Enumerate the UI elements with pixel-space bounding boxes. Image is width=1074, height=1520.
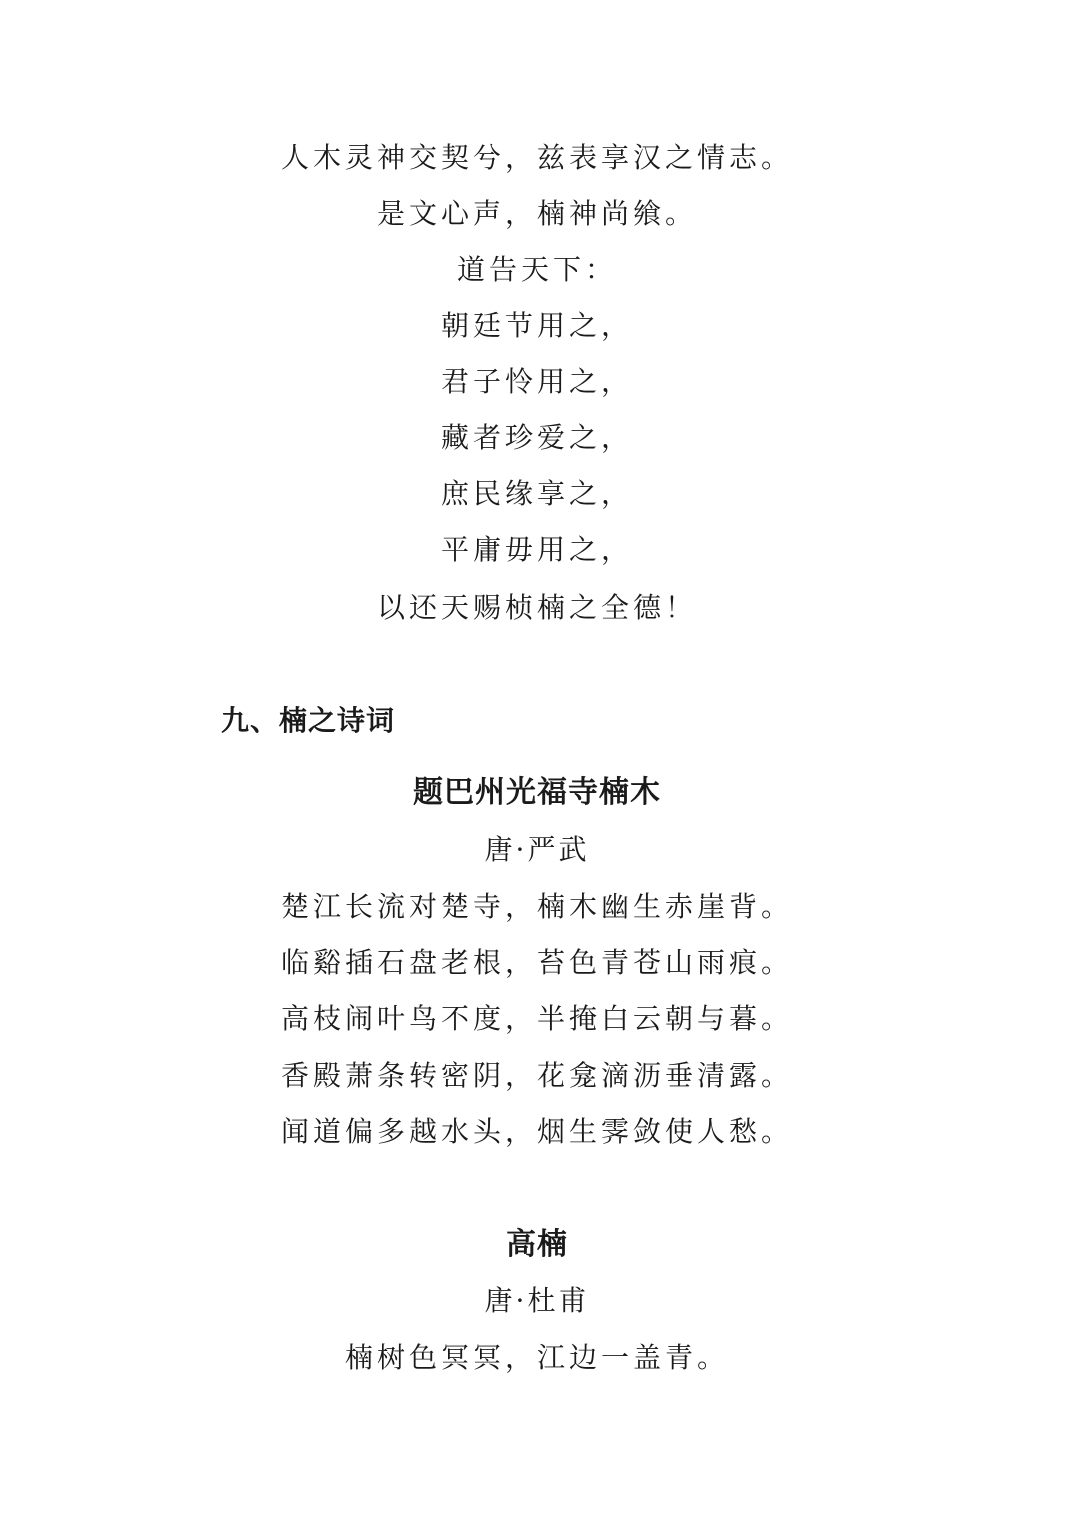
poem-line: 闻道偏多越水头，烟生霁敛使人愁。 bbox=[280, 1115, 793, 1148]
poem-line: 楠树色冥冥，江边一盖青。 bbox=[344, 1341, 729, 1374]
intro-line: 人木灵神交契兮，兹表享汉之情志。 bbox=[280, 141, 793, 174]
intro-line: 君子怜用之， bbox=[440, 365, 633, 398]
poem-author: 唐·严武 bbox=[484, 833, 590, 866]
intro-line: 朝廷节用之， bbox=[440, 309, 633, 342]
poem-author: 唐·杜甫 bbox=[484, 1284, 590, 1317]
intro-line: 藏者珍爱之， bbox=[440, 421, 633, 454]
intro-line: 道告天下： bbox=[456, 253, 617, 286]
poem-line: 楚江长流对楚寺，楠木幽生赤崖背。 bbox=[280, 890, 793, 923]
poem-line: 香殿萧条转密阴，花龛滴沥垂清露。 bbox=[280, 1059, 793, 1092]
poem-line: 高枝闹叶鸟不度，半掩白云朝与暮。 bbox=[280, 1002, 793, 1035]
intro-line: 平庸毋用之， bbox=[440, 533, 633, 566]
intro-line: 是文心声，楠神尚飨。 bbox=[376, 197, 697, 230]
intro-line: 庶民缘享之， bbox=[440, 477, 633, 510]
poem-title: 高楠 bbox=[506, 1227, 568, 1262]
poem-line: 临谿插石盘老根，苔色青苍山雨痕。 bbox=[280, 946, 793, 979]
poem-title: 题巴州光福寺楠木 bbox=[413, 775, 661, 810]
intro-line: 以还天赐桢楠之全德！ bbox=[376, 591, 697, 624]
section-heading: 九、楠之诗词 bbox=[221, 704, 396, 737]
